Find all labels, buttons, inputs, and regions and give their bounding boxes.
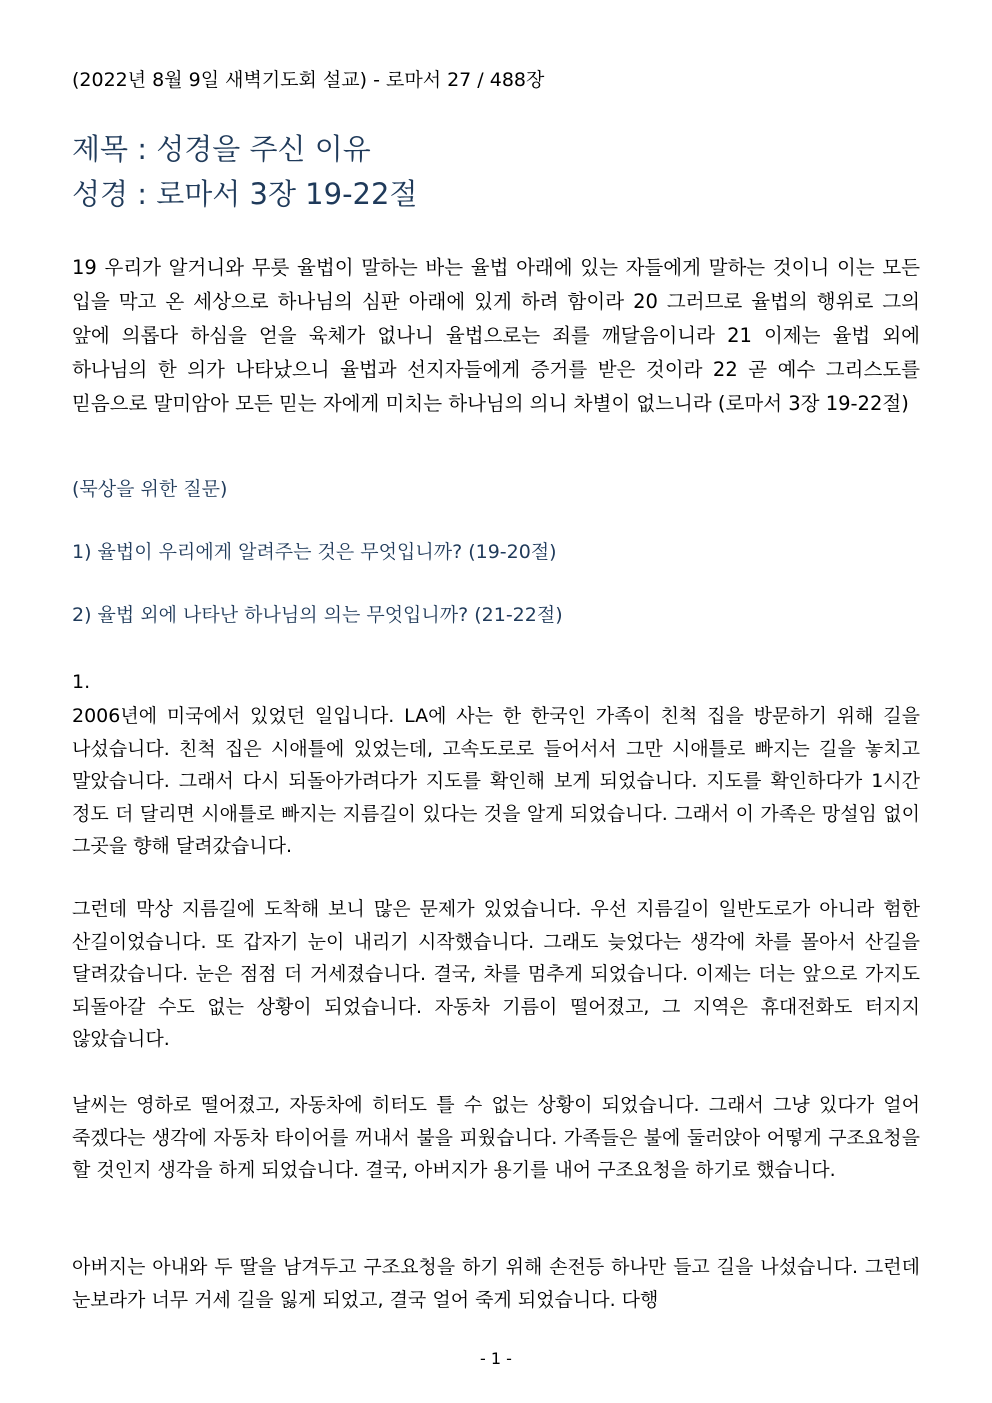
body-paragraph: 그런데 막상 지름길에 도착해 보니 많은 문제가 있었습니다. 우선 지름길이 일반도로가 아니라 험한 산길이었습니다. 또 갑자기 눈이 내리기 시작했습니다. 그래도 늦었다는 생각에 차를 몰아서 산길을 달려갔습니다. 눈은 점점 더 거세졌습니다. 결국, 차를 멈추게 되었습니다. 이제는 더는 앞으로 가지도 되돌아갈 수도 없는 상황이 되었습니다. 자동차 기름이 떨어졌고, 그 지역은 휴대전화도 터지지 않았습니다. — [72, 898, 920, 1051]
meditation-question-1: 1) 율법이 우리에게 알려주는 것은 무엇입니까? (19-20절) — [72, 541, 557, 563]
page-number: - 1 - — [480, 1349, 512, 1368]
sermon-header: (2022년 8월 9일 새벽기도회 설교) - 로마서 27 / 488장 — [72, 69, 545, 91]
body-paragraph: 날씨는 영하로 떨어졌고, 자동차에 히터도 틀 수 없는 상황이 되었습니다. 그래서 그냥 있다가 얼어 죽겠다는 생각에 자동차 타이어를 꺼내서 불을 피웠습니다. 가족들은 불에 둘러앉아 어떻게 구조요청을 할 것인지 생각을 하게 되었습니다. 결국, 아버지가 용기를 내어 구조요청을 하기로 했습니다. — [72, 1094, 920, 1182]
meditation-question-2: 2) 율법 외에 나타난 하나님의 의는 무엇입니까? (21-22절) — [72, 604, 563, 626]
meditation-heading: (묵상을 위한 질문) — [72, 478, 228, 500]
scripture-passage: 19 우리가 알거니와 무릇 율법이 말하는 바는 율법 아래에 있는 자들에게 말하는 것이니 이는 모든 입을 막고 온 세상으로 하나님의 심판 아래에 있게 하려 함이라 20 그러므로 율법의 행위로 그의 앞에 의롭다 하심을 얻을 육체가 없나니 율법으로는 죄를 깨달음이니라 21 이제는 율법 외에 하나님의 한 의가 나타났으니 율법과 선지자들에게 증거를 받은 것이라 22 곧 예수 그리스도를 믿음으로 말미암아 모든 믿는 자에게 미치는 하나님의 의니 차별이 없느니라 (로마서 3장 19-22절) — [72, 256, 920, 415]
body-paragraph: 아버지는 아내와 두 딸을 남겨두고 구조요청을 하기 위해 손전등 하나만 들고 길을 나섰습니다. 그런데 눈보라가 너무 거세 길을 잃게 되었고, 결국 얼어 죽게 되었습니다. 다행 — [72, 1256, 920, 1311]
body-paragraph: 2006년에 미국에서 있었던 일입니다. LA에 사는 한 한국인 가족이 친척 집을 방문하기 위해 길을 나섰습니다. 친척 집은 시애틀에 있었는데, 고속도로로 들어서서 그만 시애틀로 빠지는 길을 놓치고 말았습니다. 그래서 다시 되돌아가려다가 지도를 확인해 보게 되었습니다. 지도를 확인하다가 1시간 정도 더 달리면 시애틀로 빠지는 지름길이 있다는 것을 알게 되었습니다. 그래서 이 가족은 망설임 없이 그곳을 향해 달려갔습니다. — [72, 705, 920, 858]
scripture-reference: 성경 : 로마서 3장 19-22절 — [72, 177, 418, 211]
section-number: 1. — [72, 671, 91, 693]
sermon-title: 제목 : 성경을 주신 이유 — [72, 132, 371, 166]
